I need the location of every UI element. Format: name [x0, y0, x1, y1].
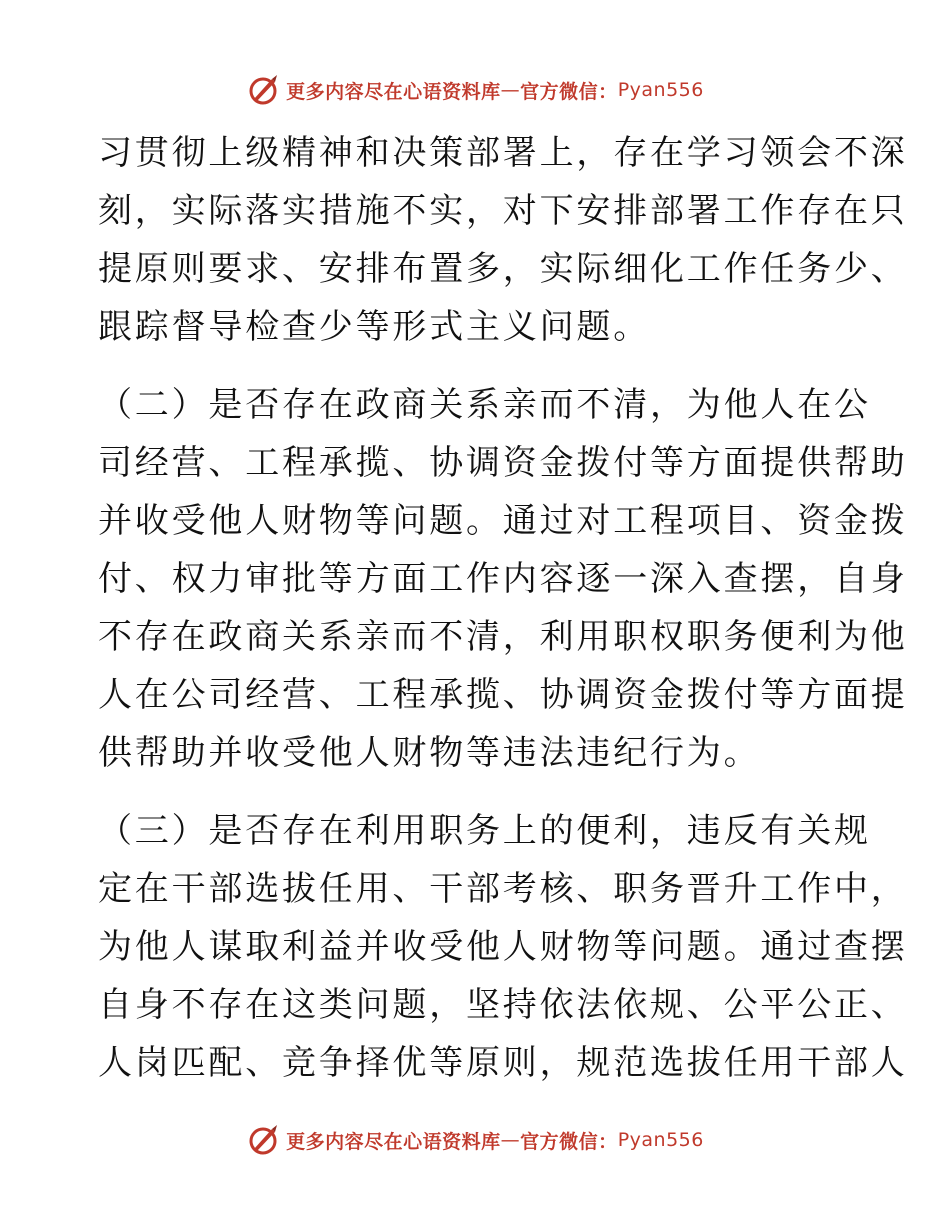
- paragraph: [98, 802, 908, 1092]
- text-line: 自身不存在这类问题，坚持依法依规、公平公正、: [98, 985, 908, 1025]
- watermark-main: 更多内容尽在心语资料库: [286, 80, 501, 103]
- quill-logo-icon: [246, 73, 280, 107]
- watermark-text: [286, 77, 704, 104]
- watermark-main: 更多内容尽在心语资料库: [286, 1130, 501, 1153]
- paragraph: [98, 376, 908, 782]
- text-line: 付、权力审批等方面工作内容逐一深入查摆，自身: [98, 559, 908, 599]
- header-watermark: [0, 70, 950, 110]
- watermark-sub: 官方微信：: [520, 1130, 618, 1153]
- footer-watermark: [0, 1120, 950, 1160]
- text-line: 为他人谋取利益并收受他人财物等问题。通过查摆: [98, 927, 908, 967]
- text-line: （二）是否存在政商关系亲而不清，为他人在公: [98, 385, 871, 425]
- text-line: 司经营、工程承揽、协调资金拨付等方面提供帮助: [98, 443, 908, 483]
- watermark-id: Pyan556: [617, 1129, 704, 1151]
- text-line: 供帮助并收受他人财物等违法违纪行为。: [98, 733, 761, 773]
- text-line: 跟踪督导检查少等形式主义问题。: [98, 307, 650, 347]
- text-line: 人在公司经营、工程承揽、协调资金拨付等方面提: [98, 675, 908, 715]
- text-line: 定在干部选拔任用、干部考核、职务晋升工作中，: [98, 869, 908, 909]
- text-line: （三）是否存在利用职务上的便利，违反有关规: [98, 811, 871, 851]
- watermark-dash: —: [500, 79, 521, 101]
- text-line: 人岗匹配、竞争择优等原则，规范选拔任用干部人: [98, 1043, 908, 1083]
- watermark-dash: —: [500, 1129, 521, 1151]
- document-body: [98, 124, 908, 1092]
- watermark-sub: 官方微信：: [520, 80, 618, 103]
- paragraph-gap: [98, 782, 850, 802]
- watermark-id: Pyan556: [617, 79, 704, 101]
- text-line: 提原则要求、安排布置多，实际细化工作任务少、: [98, 249, 908, 289]
- paragraph-gap: [98, 356, 850, 376]
- text-line: 并收受他人财物等问题。通过对工程项目、资金拨: [98, 501, 908, 541]
- watermark-text: [286, 1127, 704, 1154]
- text-line: 刻，实际落实措施不实，对下安排部署工作存在只: [98, 191, 908, 231]
- text-line: 不存在政商关系亲而不清，利用职权职务便利为他: [98, 617, 908, 657]
- text-line: 习贯彻上级精神和决策部署上，存在学习领会不深: [98, 133, 908, 173]
- quill-logo-icon: [246, 1123, 280, 1157]
- paragraph: [98, 124, 908, 356]
